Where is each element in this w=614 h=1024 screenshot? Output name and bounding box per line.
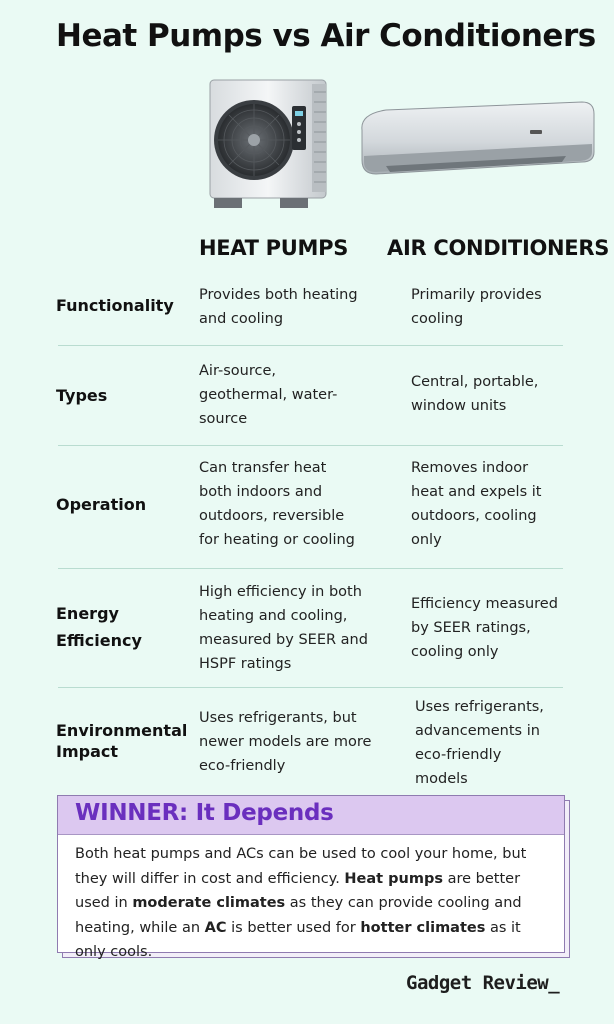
row-label-types: Types (56, 386, 108, 405)
heat-pump-unit-icon (208, 78, 332, 212)
heat-pumps-types: Air-source, geothermal, water- source (199, 363, 338, 427)
row-divider (58, 687, 563, 688)
heat-pumps-operation: Can transfer heat both indoors and outdoors, reversible for heating or cooling (199, 460, 355, 548)
air-conditioners-types: Central, portable, window units (411, 374, 539, 414)
winner-box (57, 795, 565, 960)
column-header-heat-pumps: HEAT PUMPS (199, 236, 349, 260)
row-label-energy-efficiency: Energy Efficiency (56, 604, 142, 650)
row-label-operation: Operation (56, 495, 147, 514)
winner-header (58, 796, 564, 835)
row-label-environmental-impact: Environmental Impact (56, 721, 188, 761)
column-header-air-conditioners: AIR CONDITIONERS (387, 236, 610, 260)
page-title: Heat Pumps vs Air Conditioners (56, 18, 596, 54)
row-divider (58, 568, 563, 569)
air-conditioners-operation: Removes indoor heat and expels it outdoors, cooling only (411, 460, 542, 548)
air-conditioners-energy-efficiency: Efficiency measured by SEER ratings, cooling only (411, 596, 558, 660)
row-divider (58, 445, 563, 446)
heat-pumps-energy-efficiency: High efficiency in both heating and cooling, measured by SEER and HSPF ratings (199, 584, 368, 672)
heat-pumps-functionality: Provides both heating and cooling (199, 287, 358, 327)
heat-pumps-environmental-impact: Uses refrigerants, but newer models are more eco-friendly (199, 710, 372, 774)
air-conditioners-environmental-impact: Uses refrigerants, advancements in eco-friendly models (415, 699, 544, 787)
row-label-functionality: Functionality (56, 296, 174, 315)
row-divider (58, 345, 563, 346)
winner-body: Both heat pumps and ACs can be used to cool your home, but they will differ in cost and efficiency. Heat pumps are better used in moderate climates as they can provide cooling and heating, while an AC is better used for hotter climates as it only cools. (75, 846, 527, 960)
winner-title: WINNER: It Depends (75, 800, 334, 826)
air-conditioners-functionality: Primarily provides cooling (411, 287, 542, 327)
air-conditioner-unit-icon (356, 100, 596, 184)
brand-logo: Gadget Review_ (406, 972, 560, 994)
